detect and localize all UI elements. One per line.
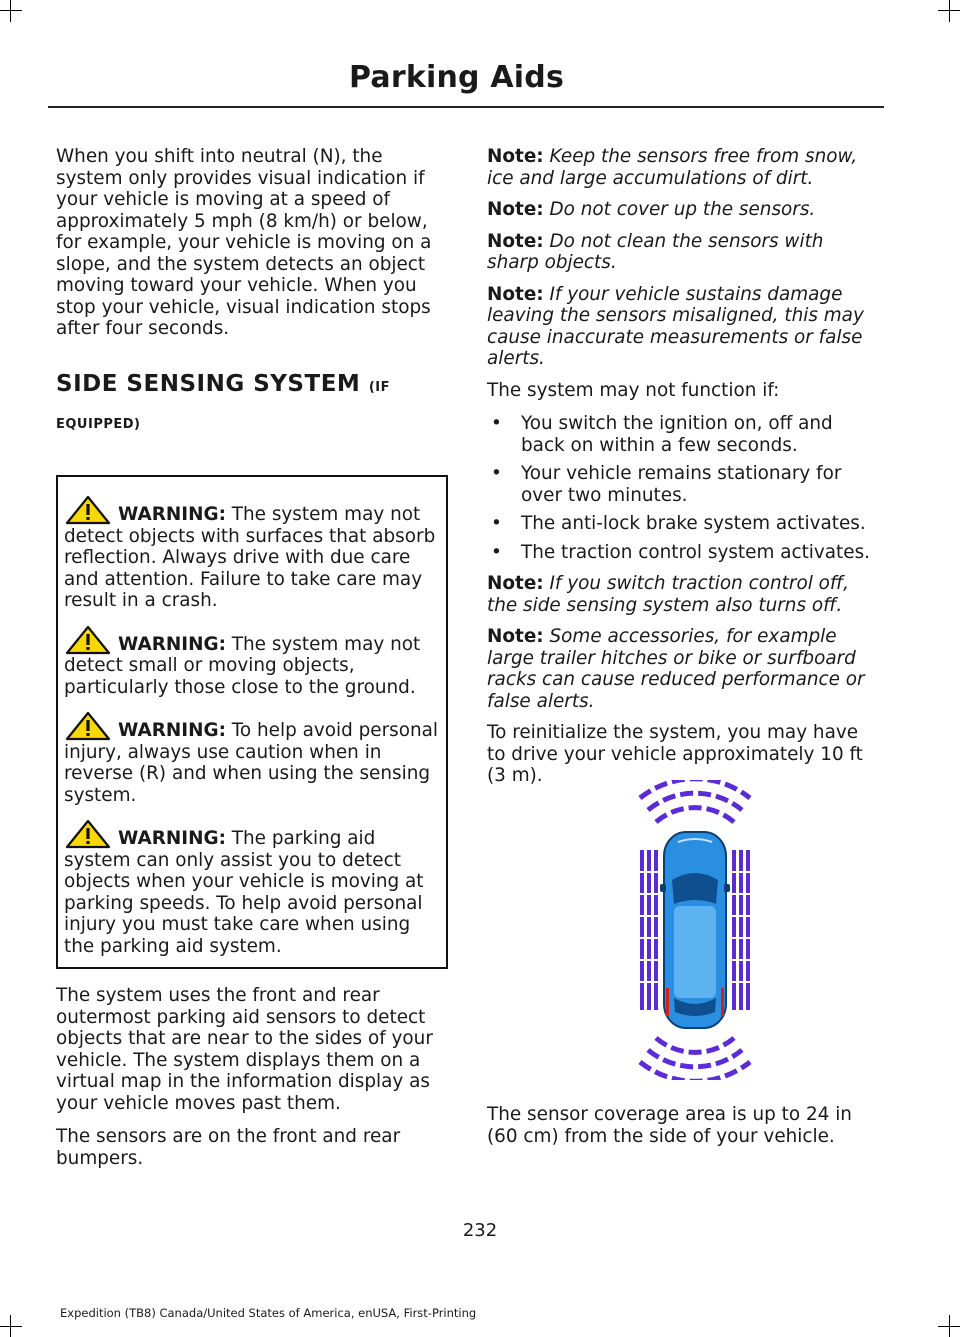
note-label: Note: — [487, 626, 544, 647]
intro-paragraph: When you shift into neutral (N), the system only provides visual indication if your vehicle is moving at a speed of approximately 5 mph (8 km/h) or below, for example, your vehicle is moving on a slope, and the system detects an object moving toward your vehicle. When you stop your vehicle, visual indication stops after four seconds. — [56, 146, 432, 339]
crop-mark — [0, 1326, 22, 1327]
header-divider — [48, 106, 884, 108]
section-heading-suffix-line2: EQUIPPED) — [56, 416, 141, 432]
note-text: Do not clean the sensors with sharp objects. — [487, 230, 824, 273]
crop-mark — [938, 1326, 960, 1327]
list-item: • You switch the ignition on, off and back on within a few seconds. — [487, 413, 881, 456]
note-text: Do not cover up the sensors. — [543, 199, 816, 220]
page-title: Parking Aids — [349, 60, 564, 95]
warning-text: The system may not detect small or moving objects, particularly those close to the ground. — [64, 633, 421, 698]
left-column — [56, 146, 448, 1181]
note-text: If you switch traction control off, the side sensing system also turns off. — [487, 573, 850, 616]
rear-sensor-arcs — [640, 1038, 750, 1080]
list-intro: The system may not function if: — [487, 379, 780, 401]
note-item — [487, 284, 881, 370]
note-label: Note: — [487, 230, 544, 252]
section-heading-text: SIDE SENSING SYSTEM — [56, 370, 361, 397]
list-item: • The anti-lock brake system activates. — [487, 513, 881, 535]
front-sensor-arcs — [640, 780, 750, 822]
warning-triangle-icon — [64, 819, 116, 849]
warning-label: WARNING: — [118, 828, 226, 849]
crop-mark — [0, 10, 22, 11]
page-number: 232 — [462, 1220, 498, 1241]
note-text: Keep the sensors free from snow, ice and large accumulations of dirt. — [487, 146, 858, 189]
warning-triangle-icon — [64, 495, 116, 525]
crop-mark — [949, 0, 950, 22]
note-item — [487, 626, 881, 712]
warning-text: The parking aid system can only assist you to detect objects when your vehicle is moving at parking speeds. To help avoid personal injury you must take care when using the parking aid system. — [64, 828, 424, 957]
conditions-list — [487, 413, 881, 563]
warning-label: WARNING: — [118, 720, 226, 741]
crop-mark — [10, 0, 11, 22]
vehicle-sensor-svg — [620, 780, 770, 1080]
warning-item — [64, 495, 440, 612]
warning-item — [64, 819, 440, 957]
note-label: Note: — [487, 573, 544, 594]
warning-box — [56, 475, 448, 969]
vehicle-top-view — [660, 832, 730, 1028]
warning-triangle-icon — [64, 625, 116, 655]
note-item — [487, 231, 881, 274]
note-label: Note: — [487, 146, 544, 167]
warning-text: To help avoid personal injury, always use caution when in reverse (R) and when using the sensing system. — [64, 720, 439, 806]
reinitialize-paragraph: To reinitialize the system, you may have to drive your vehicle approximately 10 ft (3 m). — [487, 722, 863, 786]
note-item — [487, 573, 881, 616]
warning-triangle-icon — [64, 711, 116, 741]
note-label: Note: — [487, 199, 544, 220]
list-item: • The traction control system activates. — [487, 542, 881, 564]
vehicle-sensor-illustration — [620, 780, 770, 1080]
warning-text: The system may not detect objects with surfaces that absorb reflection. Always drive with due care and attention. Failure to take care may result in a crash. — [64, 504, 436, 611]
note-label: Note: — [487, 283, 544, 305]
warning-item — [64, 711, 440, 806]
list-item: • Your vehicle remains stationary for over two minutes. — [487, 463, 881, 506]
sensor-location-paragraph: The sensors are on the front and rear bumpers. — [56, 1126, 401, 1169]
note-text: Some accessories, for example large trailer hitches or bike or surfboard racks can cause reduced performance or false alerts. — [487, 626, 865, 712]
warning-label: WARNING: — [118, 633, 226, 655]
note-text: If your vehicle sustains damage leaving the sensors misaligned, this may cause inaccurate measurements or false alerts. — [487, 283, 864, 369]
left-side-sensor-bars — [640, 850, 658, 1010]
section-heading — [56, 370, 448, 402]
warning-label: WARNING: — [118, 504, 226, 525]
coverage-paragraph: The sensor coverage area is up to 24 in (60 cm) from the side of your vehicle. — [487, 1104, 852, 1147]
system-description-paragraph: The system uses the front and rear outermost parking aid sensors to detect objects that are near to the sides of your vehicle. The system displays them on a virtual map in the information display as your vehicle moves past them. — [56, 985, 433, 1114]
note-item — [487, 146, 881, 189]
right-column — [487, 146, 881, 799]
crop-mark — [938, 10, 960, 11]
right-side-sensor-bars — [732, 850, 750, 1010]
footer-text: Expedition (TB8) Canada/United States of America, enUSA, First-Printing — [60, 1306, 477, 1320]
note-item — [487, 199, 881, 221]
warning-item — [64, 625, 440, 699]
section-heading-suffix: (IF — [368, 379, 390, 395]
